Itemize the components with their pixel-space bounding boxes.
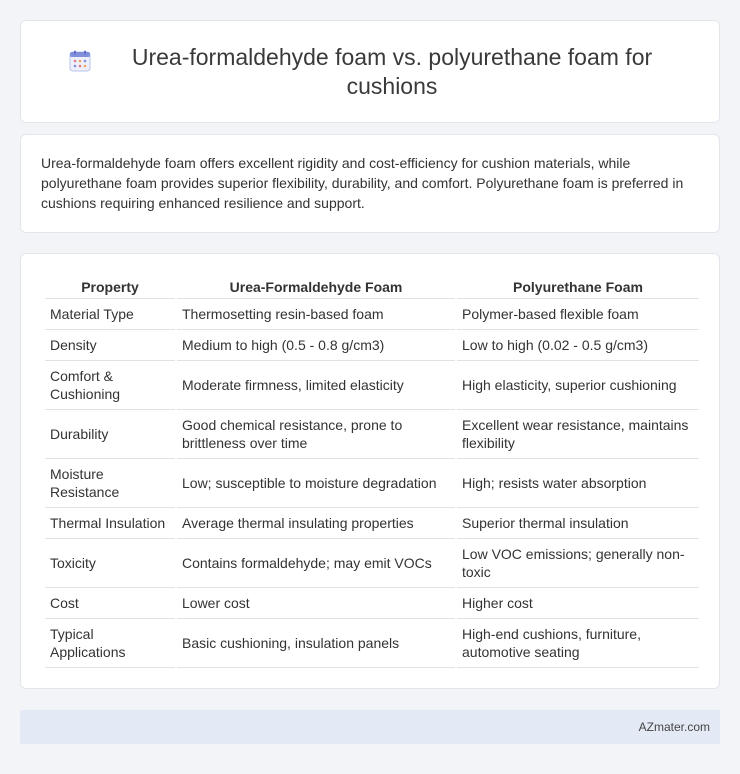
urea-formaldehyde-cell: Low; susceptible to moisture degradation (177, 459, 455, 508)
column-header-urea-formaldehyde: Urea-Formaldehyde Foam (177, 274, 455, 299)
footer-site-name: AZmater.com (638, 720, 710, 734)
table-row (45, 459, 699, 508)
column-header-property: Property (45, 274, 175, 299)
polyurethane-cell: High elasticity, superior cushioning (457, 361, 699, 410)
polyurethane-cell: High; resists water absorption (457, 459, 699, 508)
property-cell: Comfort & Cushioning (45, 361, 175, 410)
polyurethane-cell: Superior thermal insulation (457, 508, 699, 539)
urea-formaldehyde-cell: Medium to high (0.5 - 0.8 g/cm3) (177, 330, 455, 361)
polyurethane-cell: Excellent wear resistance, maintains flexibility (457, 410, 699, 459)
property-cell: Typical Applications (45, 619, 175, 668)
property-cell: Material Type (45, 299, 175, 330)
property-cell: Moisture Resistance (45, 459, 175, 508)
page-title: Urea-formaldehyde foam vs. polyurethane foam for cushions (131, 43, 653, 99)
intro-card (20, 134, 720, 233)
urea-formaldehyde-cell: Good chemical resistance, prone to brittleness over time (177, 410, 455, 459)
urea-formaldehyde-cell: Lower cost (177, 588, 455, 619)
property-cell: Durability (45, 410, 175, 459)
polyurethane-cell: High-end cushions, furniture, automotive seating (457, 619, 699, 668)
table-row (45, 619, 699, 668)
polyurethane-cell: Low to high (0.02 - 0.5 g/cm3) (457, 330, 699, 361)
polyurethane-cell: Low VOC emissions; generally non-toxic (457, 539, 699, 588)
urea-formaldehyde-cell: Moderate firmness, limited elasticity (177, 361, 455, 410)
intro-paragraph: Urea-formaldehyde foam offers excellent rigidity and cost-efficiency for cushion materials, while polyurethane foam provides superior flexibility, durability, and comfort. Polyurethane foam is preferred in cushions requiring enhanced resilience and support. (41, 155, 684, 211)
title-card (20, 20, 720, 123)
urea-formaldehyde-cell: Average thermal insulating properties (177, 508, 455, 539)
property-cell: Cost (45, 588, 175, 619)
table-row (45, 410, 699, 459)
property-cell: Density (45, 330, 175, 361)
table-row (45, 330, 699, 361)
table-row (45, 508, 699, 539)
table-row (45, 539, 699, 588)
comparison-card (20, 253, 720, 689)
footer (20, 710, 720, 744)
table-row (45, 588, 699, 619)
column-header-polyurethane: Polyurethane Foam (457, 274, 699, 299)
urea-formaldehyde-cell: Basic cushioning, insulation panels (177, 619, 455, 668)
table-header-row (45, 274, 699, 299)
title-wrap (50, 43, 690, 101)
calendar-icon (68, 49, 92, 73)
polyurethane-cell: Polymer-based flexible foam (457, 299, 699, 330)
property-cell: Thermal Insulation (45, 508, 175, 539)
property-cell: Toxicity (45, 539, 175, 588)
table-row (45, 299, 699, 330)
urea-formaldehyde-cell: Contains formaldehyde; may emit VOCs (177, 539, 455, 588)
comparison-table (43, 274, 701, 668)
table-row (45, 361, 699, 410)
polyurethane-cell: Higher cost (457, 588, 699, 619)
urea-formaldehyde-cell: Thermosetting resin-based foam (177, 299, 455, 330)
